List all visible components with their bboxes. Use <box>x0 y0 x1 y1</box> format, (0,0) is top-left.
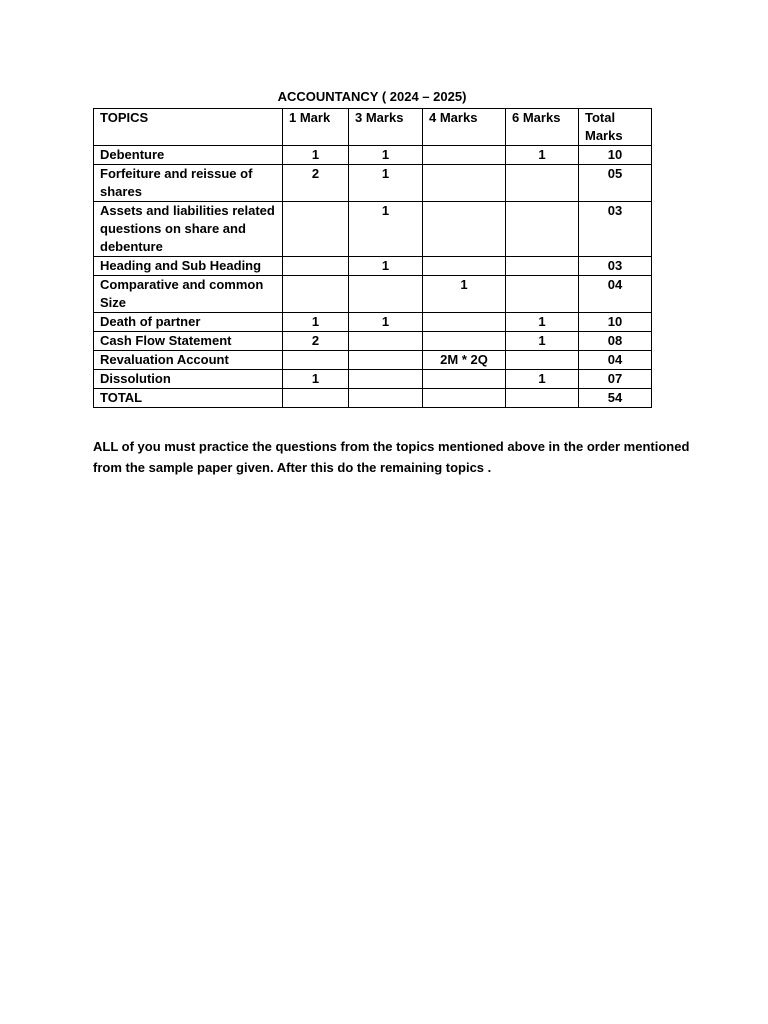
six-marks-cell <box>506 257 579 276</box>
four-marks-cell <box>423 313 506 332</box>
header-6-marks: 6 Marks <box>506 109 579 146</box>
table-row <box>94 276 652 313</box>
six-marks-cell: 1 <box>506 332 579 351</box>
topic-cell: Dissolution <box>94 370 283 389</box>
four-marks-cell: 2M * 2Q <box>423 351 506 370</box>
four-marks-cell <box>423 165 506 202</box>
six-marks-cell <box>506 351 579 370</box>
three-marks-cell: 1 <box>349 313 423 332</box>
header-topics: TOPICS <box>94 109 283 146</box>
one-mark-cell <box>283 351 349 370</box>
one-mark-cell <box>283 257 349 276</box>
four-marks-cell <box>423 146 506 165</box>
one-mark-cell: 1 <box>283 313 349 332</box>
marks-table <box>93 108 652 408</box>
topic-cell: Cash Flow Statement <box>94 332 283 351</box>
total-marks-cell: 08 <box>579 332 652 351</box>
four-marks-cell <box>423 202 506 257</box>
total-marks-cell: 03 <box>579 202 652 257</box>
header-3-marks: 3 Marks <box>349 109 423 146</box>
one-mark-cell <box>283 202 349 257</box>
six-marks-cell: 1 <box>506 313 579 332</box>
header-4-marks: 4 Marks <box>423 109 506 146</box>
one-mark-cell: 2 <box>283 332 349 351</box>
three-marks-cell: 1 <box>349 146 423 165</box>
six-marks-cell: 1 <box>506 370 579 389</box>
four-marks-cell <box>423 332 506 351</box>
table-row <box>94 332 652 351</box>
total-marks-cell: 05 <box>579 165 652 202</box>
topic-cell: Death of partner <box>94 313 283 332</box>
instruction-note: ALL of you must practice the questions from the topics mentioned above in the order mentioned from the sample paper given. After this do the remaining topics . <box>93 439 690 475</box>
empty-cell <box>349 389 423 408</box>
one-mark-cell <box>283 276 349 313</box>
document-title: ACCOUNTANCY ( 2024 – 2025) <box>277 89 467 104</box>
table-row <box>94 351 652 370</box>
table-row <box>94 146 652 165</box>
total-marks-cell: 04 <box>579 351 652 370</box>
one-mark-cell: 1 <box>283 370 349 389</box>
header-1-mark: 1 Mark <box>283 109 349 146</box>
table-row <box>94 165 652 202</box>
six-marks-cell <box>506 202 579 257</box>
total-marks-cell: 07 <box>579 370 652 389</box>
four-marks-cell <box>423 370 506 389</box>
table-row <box>94 313 652 332</box>
header-total-marks: Total Marks <box>579 109 652 146</box>
total-marks-cell: 10 <box>579 313 652 332</box>
three-marks-cell: 1 <box>349 257 423 276</box>
table-row <box>94 370 652 389</box>
topic-cell: Heading and Sub Heading <box>94 257 283 276</box>
four-marks-cell <box>423 257 506 276</box>
six-marks-cell: 1 <box>506 146 579 165</box>
total-row <box>94 389 652 408</box>
three-marks-cell: 1 <box>349 202 423 257</box>
table-row <box>94 257 652 276</box>
three-marks-cell <box>349 351 423 370</box>
four-marks-cell: 1 <box>423 276 506 313</box>
topic-cell: Forfeiture and reissue of shares <box>94 165 283 202</box>
table-header-row <box>94 109 652 146</box>
three-marks-cell <box>349 332 423 351</box>
three-marks-cell <box>349 276 423 313</box>
one-mark-cell: 1 <box>283 146 349 165</box>
six-marks-cell <box>506 276 579 313</box>
table-row <box>94 202 652 257</box>
three-marks-cell <box>349 370 423 389</box>
three-marks-cell: 1 <box>349 165 423 202</box>
topic-cell: Comparative and common Size <box>94 276 283 313</box>
total-label-cell: TOTAL <box>94 389 283 408</box>
total-marks-cell: 04 <box>579 276 652 313</box>
table-body <box>94 146 652 408</box>
topic-cell: Revaluation Account <box>94 351 283 370</box>
total-marks-cell: 03 <box>579 257 652 276</box>
total-marks-cell: 10 <box>579 146 652 165</box>
grand-total-cell: 54 <box>579 389 652 408</box>
six-marks-cell <box>506 165 579 202</box>
empty-cell <box>506 389 579 408</box>
empty-cell <box>423 389 506 408</box>
topic-cell: Assets and liabilities related questions on share and debenture <box>94 202 283 257</box>
topic-cell: Debenture <box>94 146 283 165</box>
one-mark-cell: 2 <box>283 165 349 202</box>
empty-cell <box>283 389 349 408</box>
